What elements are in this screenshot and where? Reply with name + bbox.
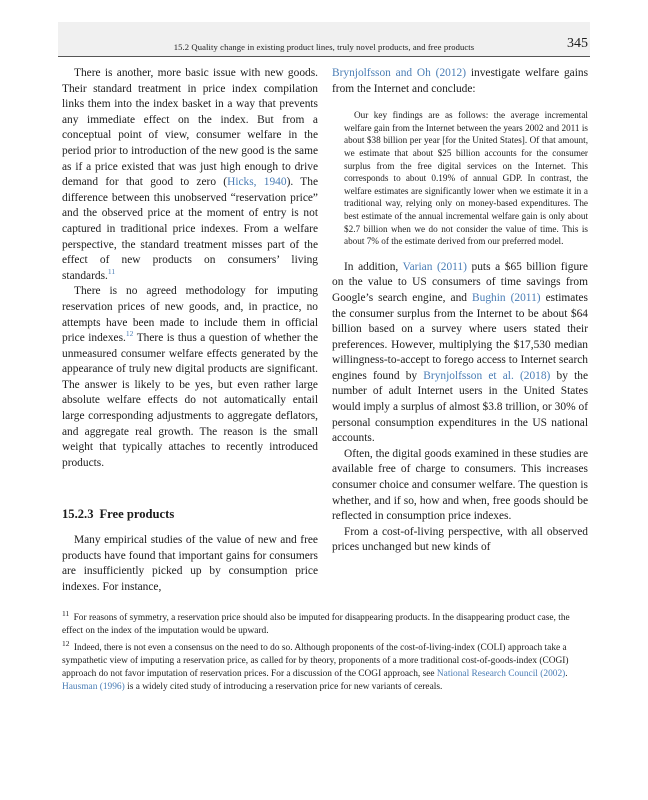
section-number: 15.2.3: [62, 507, 94, 522]
right-paragraph-3: Often, the digital goods examined in these studies are available free of charge to consumers. This increases consumer choice and consumer welfare. The question is whether, and if so, how and when, free goods should be reflected in consumption price indexes.: [332, 447, 588, 523]
page-number: 345: [567, 36, 588, 51]
section-title: Free products: [99, 507, 175, 522]
citation-hicks-1940[interactable]: Hicks, 1940: [227, 176, 287, 189]
footnote-11-mark: 11: [62, 608, 70, 618]
footnote-12: $^{12}$ Indeed, there is not even a consensus on the need to do so. Although proponents of the cost-of-living-index (COLI) approach take a sympathetic view of imputing a reservation price, as called for by theory, proponents of a more traditional cost-of-goods-index (COGI) approach do not favor imputation of reservation prices. For a discussion of the COGI approach, see National Research Council (2002). Hausman (1996) is a widely cited study of introducing a reservation price for new variants of cereals.: [62, 638, 569, 692]
footnote-11: $^{11}$ For reasons of symmetry, a reservation price should also be imputed for disappearing products. In the disappearing product case, the effect on the index of the imputation would be upward.: [62, 608, 570, 636]
right-paragraph-2: In addition, Varian (2011) puts a $65 billion figure on the value to US consumers of time savings from Google’s search engine, and Bughin (2011) estimates the consumer surplus from the Internet to be about $64 billion based on a survey where users stated their preferences. However, multiplying the $17,530 median willingness-to-accept to forego access to Internet search engines found by Brynjolfsson et al. (2018) by the number of adult Internet users in the United States would imply a surplus of almost $3.8 trillion, or 30% of personal consumption expenditures in the US national accounts.: [332, 260, 588, 445]
footnotes: [62, 608, 588, 698]
citation-national-research-council-2002[interactable]: National Research Council (2002): [436, 669, 566, 679]
citation-brynjolfsson-et-al-2018[interactable]: Brynjolfsson et al. (2018): [423, 369, 551, 382]
right-paragraph-4: From a cost-of-living perspective, with all observed prices unchanged but new kinds of: [332, 525, 588, 554]
footnote-ref-12[interactable]: 12: [125, 329, 134, 339]
running-head: 15.2 Quality change in existing product lines, truly novel products, and free products: [173, 42, 475, 52]
left-paragraph-2: There is no agreed methodology for imputing reservation prices of new goods, and, in practice, no attempts have been made to include them in official price indexes.$^{12}$ There is thus a question of whether the unmeasured consumer welfare effects generated by the appearance of truly new digital products are significant. The answer is likely to be yes, but even rather large absolute welfare effects do not automatically entail large corresponding adjustments to aggregate deflators, and aggregate real growth. The reason is the small weight that typically attaches to recently introduced products.: [62, 285, 318, 469]
citation-hausman-1996[interactable]: Hausman (1996): [62, 682, 125, 692]
footnote-ref-11[interactable]: 11: [107, 266, 116, 276]
block-quote: [344, 109, 588, 248]
footnote-12-mark: 12: [62, 638, 70, 648]
right-column: [332, 66, 588, 556]
left-paragraph-1: There is another, more basic issue with new goods. Their standard treatment in price index compilation links them into the index basket in a way that prevents any immediate effect on the index. But from a conceptual point of view, consumer welfare in the period prior to introduction of the new good is the same as if a price existed that was just high enough to drive demand for that good to zero (Hicks, 1940). The difference between this unobserved “reservation price” and the observed price at the moment of entry is not captured in traditional price indexes. From a welfare perspective, the standard treatment misses part of the effect of new products on consumers’ living standards.$^{11}$: [62, 67, 318, 282]
block-quote-text: Our key findings are as follows: the average incremental welfare gain from the Internet between the years 2002 and 2011 is about $38 billion per year [for the United States]. Of that amount, we estimate that about $25 billion accounts for the consumer surplus from the free digital services on the Internet. This corresponds to about 0.19% of annual GDP. In contrast, the welfare estimates are significantly lower when we estimate it in a traditional way, relying only on money-based expenditures. The best estimate of the annual incremental welfare gain is only about $2.7 billion when we do not consider the value of time. This is about 7% of the estimate derived from our preferred model.: [344, 110, 588, 247]
citation-varian-2011[interactable]: Varian (2011): [402, 260, 467, 273]
citation-brynjolfsson-oh-2012[interactable]: Brynjolfsson and Oh (2012): [332, 67, 467, 79]
citation-bughin-2011[interactable]: Bughin (2011): [472, 291, 541, 304]
section-heading: [62, 507, 318, 523]
left-column: [62, 66, 318, 595]
right-paragraph-1: Brynjolfsson and Oh (2012) investigate welfare gains from the Internet and conclude:: [332, 67, 588, 95]
left-paragraph-3: Many empirical studies of the value of new and free products have found that important gains for consumers are insufficiently picked up by consumption price indexes. For instance,: [62, 534, 318, 593]
header-rule: [58, 56, 590, 57]
